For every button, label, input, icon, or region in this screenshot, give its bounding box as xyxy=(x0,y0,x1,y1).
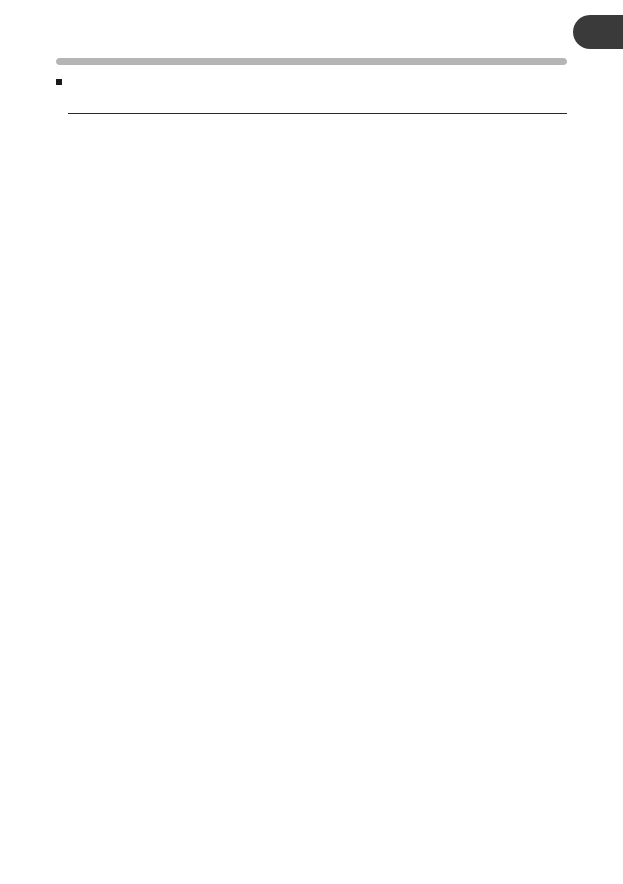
recommendations-heading xyxy=(56,113,567,121)
heading-rule xyxy=(68,113,567,114)
section1-title xyxy=(56,73,567,91)
language-badge xyxy=(573,15,623,49)
bullet-square-icon xyxy=(56,79,62,85)
page-content xyxy=(56,52,567,127)
highlight-box xyxy=(56,58,567,65)
